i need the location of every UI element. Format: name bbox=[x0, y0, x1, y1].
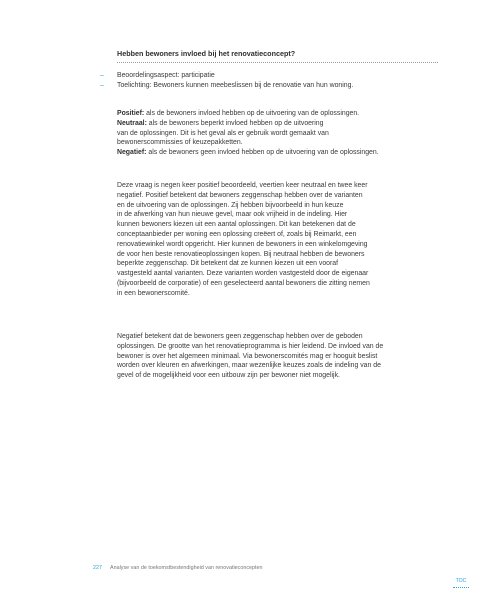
bullet-item bbox=[100, 81, 440, 91]
text-line: in een bewonerscomité. bbox=[117, 289, 190, 297]
page-footer bbox=[93, 565, 263, 571]
text-line: (bijvoorbeeld de corporatie) of een geselecteerd aantal bewoners die zitting nemen bbox=[117, 279, 370, 287]
paragraph-2 bbox=[117, 332, 443, 381]
page-number: 227 bbox=[93, 565, 102, 571]
section-heading: Hebben bewoners invloed bij het renovatieconcept? bbox=[117, 49, 296, 58]
bullet-text: Toelichting: Bewoners kunnen meebeslissen bij de renovatie van hun woning. bbox=[117, 81, 354, 89]
bullet-item bbox=[100, 71, 440, 81]
text-line: kunnen bewoners kiezen uit een aantal oplossingen. Dit kan betekenen dat de bbox=[117, 221, 356, 229]
bullet-text: Beoordelingsaspect: participatie bbox=[117, 72, 215, 79]
criterion-label: Negatief: bbox=[117, 149, 147, 157]
text-line: en de uitvoering van de oplossingen. Zij hebben bijvoorbeeld in hun keuze bbox=[117, 201, 344, 209]
text-line: de voor hen beste renovatieoplossingen kopen. Bij neutraal hebben de bewoners bbox=[117, 250, 365, 258]
text-line: bewoner is over het algemeen minimaal. Via bewonerscomités mag er hooguit beslist bbox=[117, 352, 378, 360]
paragraph-1 bbox=[117, 181, 443, 299]
text-line: beperkte zeggenschap. Dit betekent dat ze kunnen kiezen uit een vooraf bbox=[117, 260, 339, 268]
text-line: vastgesteld aantal varianten. Deze varianten worden vastgesteld door de eigenaar bbox=[117, 270, 369, 278]
text-line: worden over kleuren en afwerkingen, maar wezenlijke keuzes zoals de indeling van de bbox=[117, 362, 381, 370]
criterion-text: als de bewoners geen invloed hebben op de uitvoering van de oplossingen. bbox=[146, 149, 379, 157]
criterion-negatief bbox=[117, 148, 443, 158]
text-line: Deze vraag is negen keer positief beoordeeld, veertien keer neutraal en twee keer bbox=[117, 182, 368, 189]
criterion-text: als de bewoners beperkt invloed hebben op de uitvoering bbox=[146, 119, 324, 127]
criterion-neutraal bbox=[117, 119, 443, 129]
criterion-label: Neutraal: bbox=[117, 119, 147, 127]
criterion-label: Positief: bbox=[117, 110, 145, 117]
toc-label: TOC bbox=[455, 578, 467, 584]
criterion-text-line: van de oplossingen. Dit is het geval als er gebruik wordt gemaakt van bbox=[117, 129, 329, 137]
dash-bullet-icon: – bbox=[100, 81, 104, 89]
text-line: renovatiewinkel wordt opgericht. Hier kunnen de bewoners in een winkelomgeving bbox=[117, 240, 368, 248]
text-line: gevel of de mogelijkheid voor een uitbouw zijn per bewoner niet mogelijk. bbox=[117, 372, 340, 380]
criteria-block bbox=[117, 109, 443, 158]
criterion-positief bbox=[117, 109, 443, 119]
text-line: Negatief betekent dat de bewoners geen zeggenschap hebben over de geboden bbox=[117, 333, 363, 340]
criterion-text: als de bewoners invloed hebben op de uitvoering van de oplossingen. bbox=[144, 110, 360, 117]
text-line: in de afwerking van hun nieuwe gevel, maar ook vrijheid in de indeling. Hier bbox=[117, 211, 348, 219]
toc-underline bbox=[453, 587, 469, 588]
footer-title: Analyse van de toekomstbestendigheid van renovatieconcepten bbox=[110, 565, 263, 571]
text-line: conceptaanbieder per woning een oplossing creëert of, zoals bij Reimarkt, een bbox=[117, 230, 357, 238]
toc-link[interactable] bbox=[453, 578, 469, 584]
bullet-list bbox=[100, 71, 440, 91]
dotted-divider bbox=[117, 62, 438, 63]
criterion-text-line: bewonerscommissies of keuzepakketten. bbox=[117, 139, 243, 147]
text-line: negatief. Positief betekent dat bewoners zeggenschap hebben over de varianten bbox=[117, 191, 363, 199]
text-line: oplossingen. De grootte van het renovatieprogramma is hier leidend. De invloed van de bbox=[117, 342, 384, 350]
dash-bullet-icon: – bbox=[100, 72, 104, 79]
